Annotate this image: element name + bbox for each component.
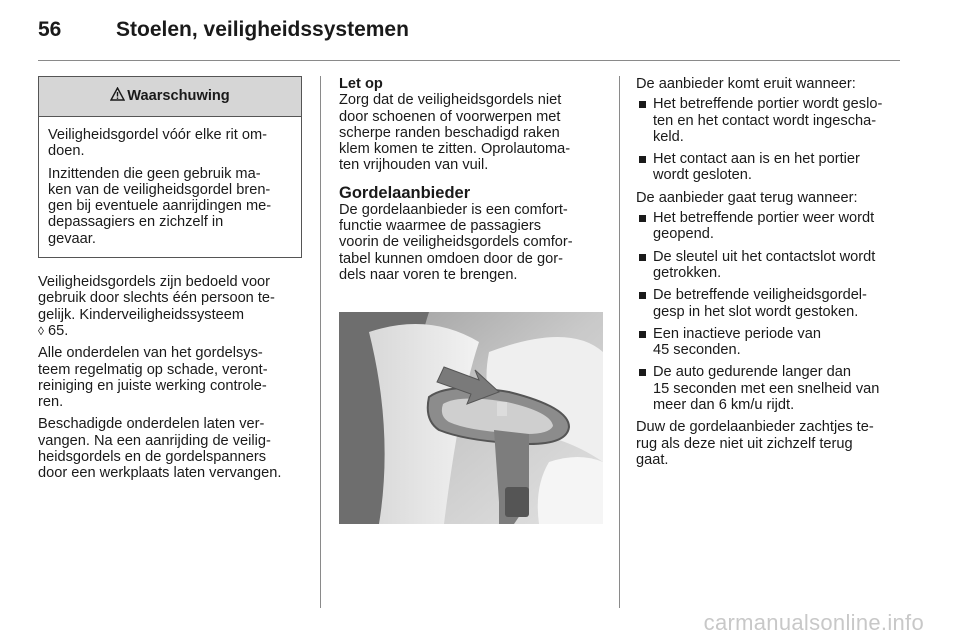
list-item: Een inactieve periode van 45 seconden. <box>636 326 906 359</box>
extend-intro: De aanbieder komt eruit wanneer: <box>636 76 856 92</box>
column-right <box>636 76 906 468</box>
belt-presenter-illustration <box>339 312 603 524</box>
section-title: Gordelaanbieder <box>339 183 471 202</box>
column-middle <box>339 76 603 283</box>
list-item: Het contact aan is en het portier wordt gesloten. <box>636 151 906 184</box>
paragraph-single-person: Veiligheidsgordels zijn bedoeld voor gebruik door slechts één persoon te- gelijk. Kinderveiligheidssysteem ◊ 65. <box>38 274 275 339</box>
list-item: Het betreffende portier wordt geslo- ten en het contact wordt ingescha- keld. <box>636 96 906 145</box>
page-header <box>38 18 922 52</box>
page-title: Stoelen, veiligheidssystemen <box>116 18 409 41</box>
list-item: De sleutel uit het contactslot wordt getrokken. <box>636 249 906 282</box>
warning-box <box>38 76 302 258</box>
column-divider-right <box>619 76 620 608</box>
paragraph-inspect: Alle onderdelen van het gordelsys- teem regelmatig op schade, veront- reiniging en juiste werking controle- ren. <box>38 345 268 411</box>
page-number: 56 <box>38 18 62 41</box>
header-rule <box>38 60 900 61</box>
page-reference-icon: ◊ <box>38 323 44 338</box>
warning-paragraph-1: Veiligheidsgordel vóór elke rit om- doen. <box>48 127 268 160</box>
warning-body <box>39 117 301 257</box>
retract-intro: De aanbieder gaat terug wanneer: <box>636 189 858 206</box>
column-left <box>38 76 302 488</box>
column-divider-left <box>320 76 321 608</box>
note-title: Let op <box>339 76 383 92</box>
page-reference-link[interactable]: 65. <box>48 322 69 339</box>
watermark: carmanualsonline.info <box>703 610 924 635</box>
note-text: Zorg dat de veiligheidsgordels niet door schoenen of voorwerpen met scherpe randen beschadigd raken klem komen te zitten. Oprolautoma- ten vrijhouden van vuil. <box>339 92 571 174</box>
warning-triangle-icon <box>110 87 125 105</box>
warning-paragraph-2: Inzittenden die geen gebruik ma- ken van de veiligheidsgordel bren- gen bij eventuele aanrijdingen me- depassagiers en zichzelf in gevaar. <box>48 165 272 247</box>
warning-header <box>39 77 301 117</box>
list-item: De betreffende veiligheidsgordel- gesp in het slot wordt gestoken. <box>636 287 906 320</box>
retract-conditions-list <box>636 210 906 413</box>
warning-title: Waarschuwing <box>127 88 230 105</box>
section-text: De gordelaanbieder is een comfort- functie waarmee de passagiers voorin de veiligheidsgordels comfor- tabel kunnen omdoen door de gor- dels naar voren te brengen. <box>339 201 573 283</box>
list-item: De auto gedurende langer dan 15 seconden met een snelheid van meer dan 6 km/u rijdt. <box>636 364 906 413</box>
push-back-paragraph: Duw de gordelaanbieder zachtjes te- rug als deze niet uit zichzelf terug gaat. <box>636 419 874 468</box>
paragraph-replace: Beschadigde onderdelen laten ver- vangen. Na een aanrijding de veilig- heidsgordels en de gordelspanners door een werkplaats laten vervangen. <box>38 416 282 482</box>
list-item: Het betreffende portier weer wordt geopend. <box>636 210 906 243</box>
extend-conditions-list <box>636 96 906 183</box>
